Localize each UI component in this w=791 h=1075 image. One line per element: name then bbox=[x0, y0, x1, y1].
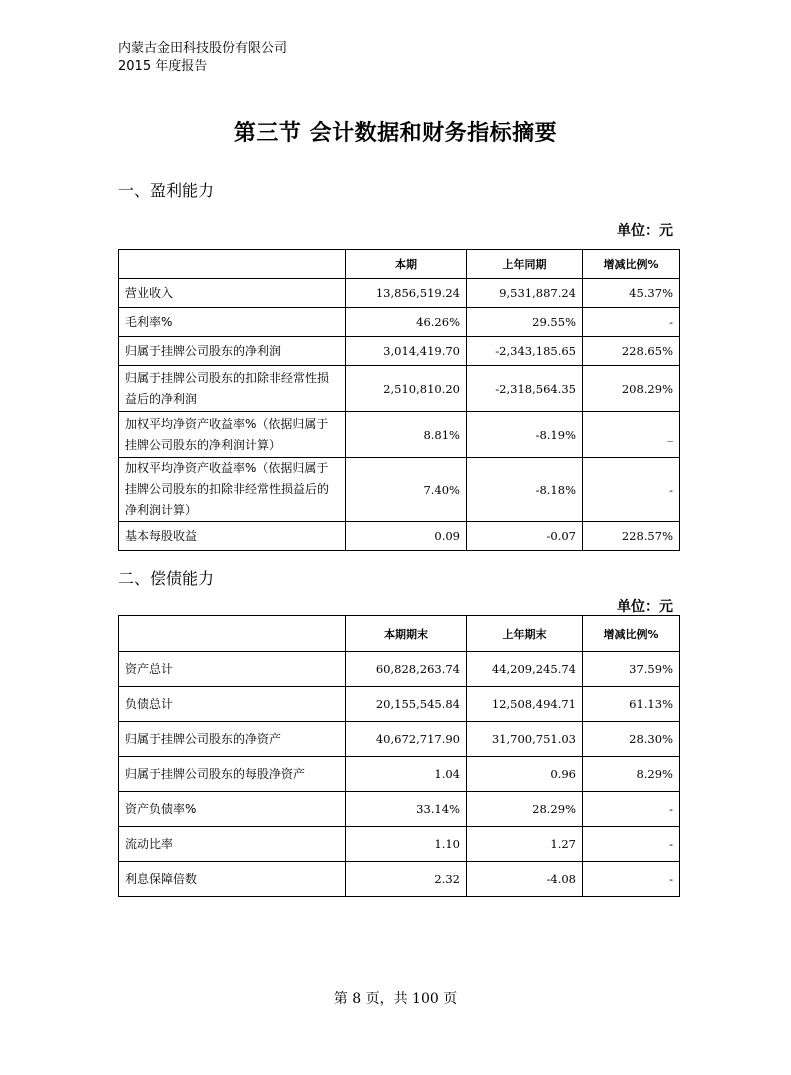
column-header: 本期 bbox=[346, 250, 467, 279]
row-label: 资产总计 bbox=[119, 652, 346, 687]
report-name: 2015 年度报告 bbox=[118, 59, 208, 74]
table-row bbox=[119, 652, 680, 687]
current-value: 33.14% bbox=[346, 792, 467, 827]
prior-value: -4.08 bbox=[467, 862, 583, 897]
prior-value: 31,700,751.03 bbox=[467, 722, 583, 757]
column-header: 增减比例% bbox=[583, 250, 680, 279]
solvency-table bbox=[118, 615, 680, 897]
table-row bbox=[119, 862, 680, 897]
change-value: 61.13% bbox=[583, 687, 680, 722]
table-row bbox=[119, 412, 680, 458]
prior-value: 28.29% bbox=[467, 792, 583, 827]
change-value: - bbox=[583, 862, 680, 897]
current-value: 8.81% bbox=[346, 412, 467, 458]
table-row bbox=[119, 522, 680, 551]
current-value: 2,510,810.20 bbox=[346, 366, 467, 412]
prior-value: -2,318,564.35 bbox=[467, 366, 583, 412]
change-value: 45.37% bbox=[583, 279, 680, 308]
row-label: 归属于挂牌公司股东的净资产 bbox=[119, 722, 346, 757]
current-value: 60,828,263.74 bbox=[346, 652, 467, 687]
current-value: 40,672,717.90 bbox=[346, 722, 467, 757]
profitability-table bbox=[118, 249, 680, 551]
profitability-unit: 单位：元 bbox=[617, 223, 673, 239]
row-label: 流动比率 bbox=[119, 827, 346, 862]
change-value: - bbox=[583, 308, 680, 337]
change-value: - bbox=[583, 827, 680, 862]
current-value: 1.04 bbox=[346, 757, 467, 792]
table-row bbox=[119, 337, 680, 366]
change-value: 228.65% bbox=[583, 337, 680, 366]
table-row bbox=[119, 279, 680, 308]
column-header bbox=[119, 616, 346, 652]
column-header: 增减比例% bbox=[583, 616, 680, 652]
column-header: 本期期末 bbox=[346, 616, 467, 652]
prior-value: 1.27 bbox=[467, 827, 583, 862]
change-value: _ bbox=[583, 412, 680, 458]
row-label: 加权平均净资产收益率%（依据归属于挂牌公司股东的扣除非经常性损益后的净利润计算） bbox=[119, 458, 346, 522]
current-value: 3,014,419.70 bbox=[346, 337, 467, 366]
change-value: - bbox=[583, 792, 680, 827]
current-value: 2.32 bbox=[346, 862, 467, 897]
current-value: 1.10 bbox=[346, 827, 467, 862]
change-value: 228.57% bbox=[583, 522, 680, 551]
table-row bbox=[119, 722, 680, 757]
prior-value: -0.07 bbox=[467, 522, 583, 551]
current-value: 0.09 bbox=[346, 522, 467, 551]
prior-value: -8.19% bbox=[467, 412, 583, 458]
table-header-row bbox=[119, 616, 680, 652]
table-header-row bbox=[119, 250, 680, 279]
document-header bbox=[118, 40, 287, 76]
row-label: 归属于挂牌公司股东的净利润 bbox=[119, 337, 346, 366]
prior-value: 12,508,494.71 bbox=[467, 687, 583, 722]
page-title: 第三节 会计数据和财务指标摘要 bbox=[233, 121, 558, 146]
solvency-heading: 二、偿债能力 bbox=[118, 569, 215, 588]
change-value: 28.30% bbox=[583, 722, 680, 757]
row-label: 资产负债率% bbox=[119, 792, 346, 827]
prior-value: -2,343,185.65 bbox=[467, 337, 583, 366]
current-value: 7.40% bbox=[346, 458, 467, 522]
prior-value: 9,531,887.24 bbox=[467, 279, 583, 308]
column-header bbox=[119, 250, 346, 279]
table-row bbox=[119, 827, 680, 862]
row-label: 毛利率% bbox=[119, 308, 346, 337]
prior-value: 0.96 bbox=[467, 757, 583, 792]
change-value: 208.29% bbox=[583, 366, 680, 412]
table-row bbox=[119, 458, 680, 522]
change-value: 8.29% bbox=[583, 757, 680, 792]
table-row bbox=[119, 687, 680, 722]
change-value: 37.59% bbox=[583, 652, 680, 687]
row-label: 利息保障倍数 bbox=[119, 862, 346, 897]
table-row bbox=[119, 757, 680, 792]
current-value: 46.26% bbox=[346, 308, 467, 337]
change-value: - bbox=[583, 458, 680, 522]
prior-value: -8.18% bbox=[467, 458, 583, 522]
row-label: 负债总计 bbox=[119, 687, 346, 722]
column-header: 上年期末 bbox=[467, 616, 583, 652]
current-value: 20,155,545.84 bbox=[346, 687, 467, 722]
company-name: 内蒙古金田科技股份有限公司 bbox=[118, 41, 288, 56]
table-row bbox=[119, 792, 680, 827]
profitability-heading: 一、盈利能力 bbox=[118, 181, 215, 200]
row-label: 加权平均净资产收益率%（依据归属于挂牌公司股东的净利润计算） bbox=[119, 412, 346, 458]
row-label: 归属于挂牌公司股东的每股净资产 bbox=[119, 757, 346, 792]
row-label: 基本每股收益 bbox=[119, 522, 346, 551]
prior-value: 44,209,245.74 bbox=[467, 652, 583, 687]
row-label: 营业收入 bbox=[119, 279, 346, 308]
page-number: 第 8 页，共 100 页 bbox=[333, 991, 458, 1007]
prior-value: 29.55% bbox=[467, 308, 583, 337]
column-header: 上年同期 bbox=[467, 250, 583, 279]
table-row bbox=[119, 308, 680, 337]
solvency-unit: 单位：元 bbox=[617, 599, 673, 615]
table-row bbox=[119, 366, 680, 412]
row-label: 归属于挂牌公司股东的扣除非经常性损益后的净利润 bbox=[119, 366, 346, 412]
current-value: 13,856,519.24 bbox=[346, 279, 467, 308]
